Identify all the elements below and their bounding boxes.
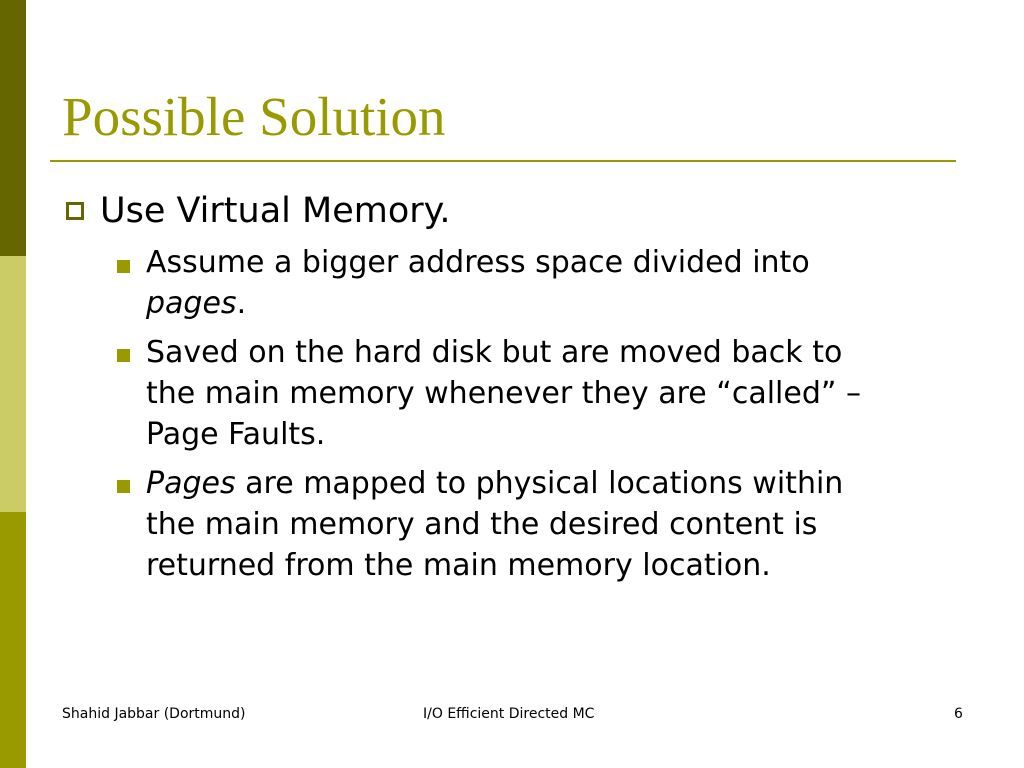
bullet-text-line: the main memory whenever they are “called” – (146, 376, 861, 411)
slide-title: Possible Solution (62, 86, 446, 147)
side-band-light (0, 256, 26, 512)
footer-author: Shahid Jabbar (Dortmund) (62, 706, 246, 722)
bullet-text-line: Assume a bigger address space divided into (146, 245, 810, 280)
bullet-text-line (146, 463, 976, 504)
hollow-square-bullet-icon (66, 202, 84, 220)
bullet-level1-text: Use Virtual Memory. (100, 191, 451, 231)
bullet-text-line: the main memory and the desired content is (146, 507, 818, 542)
bullet-text-line (146, 283, 976, 324)
italic-term: pages (146, 286, 237, 321)
page-number: 6 (954, 706, 963, 722)
title-divider (50, 160, 956, 162)
square-bullet-icon (117, 260, 130, 273)
footer-title: I/O Efficient Directed MC (423, 706, 595, 722)
bullet-level2-item (146, 332, 976, 455)
bullet-text-line: returned from the main memory location. (146, 548, 771, 583)
bullet-level2-item (146, 242, 976, 324)
square-bullet-icon (117, 480, 130, 493)
bullet-text-fragment: are mapped to physical locations within (235, 466, 844, 501)
side-band-dark (0, 0, 26, 256)
bullet-text-line: Page Faults. (146, 417, 326, 452)
bullet-level2-item (146, 463, 976, 586)
side-band-olive (0, 512, 26, 768)
bullet-text-fragment: . (236, 286, 247, 321)
italic-term: Pages (146, 466, 236, 501)
bullet-text-line: Saved on the hard disk but are moved back to (146, 335, 843, 370)
square-bullet-icon (117, 349, 130, 362)
